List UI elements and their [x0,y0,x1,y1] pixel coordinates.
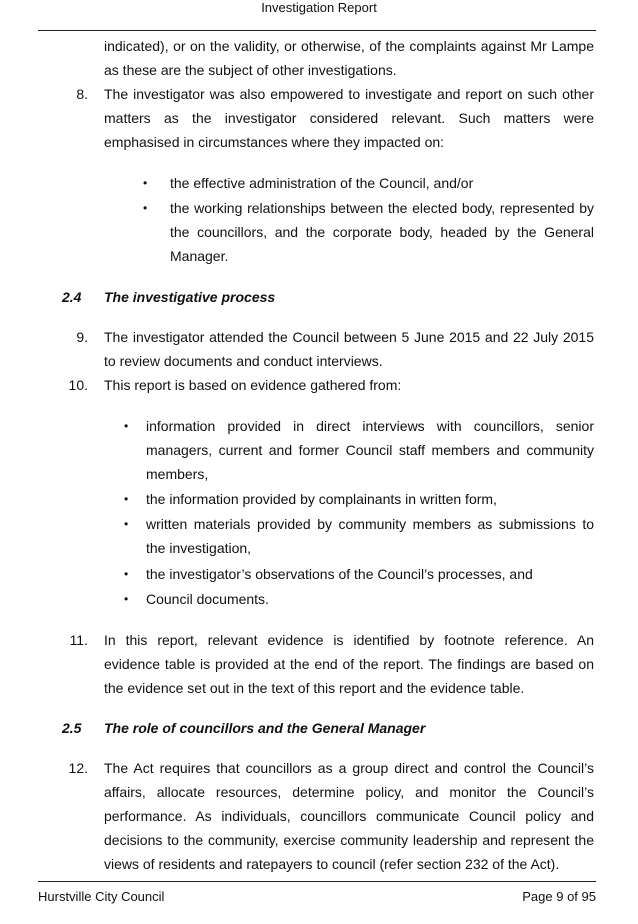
paragraph-line: emphasised in circumstances where they impacted on: [104,134,445,150]
bullet-item: the councillors, and the corporate body, headed by the General [170,224,594,240]
paragraph-line: performance. As individuals, councillors communicate Council policy and [104,808,594,824]
paragraph-line: the evidence set out in the text of this report and the evidence table. [104,680,525,696]
paragraph-line: views of residents and ratepayers to council (refer section 232 of the Act). [104,856,560,872]
paragraph-number: 8. [76,86,88,102]
bullet-item: managers, current and former Council staff members and community [146,442,594,458]
paragraph-line: The investigator attended the Council between 5 June 2015 and 22 July 2015 [104,329,594,345]
bullet-item: members, [146,466,209,482]
bullet-item: written materials provided by community members as submissions to [146,516,594,532]
bullet-item: the effective administration of the Council, and/or [170,175,474,191]
header-rule [38,30,596,31]
section-number: 2.4 [62,289,82,305]
footer-rule [38,881,596,882]
bullet-glyph: • [124,517,129,531]
bullet-item: Manager. [170,248,229,264]
paragraph-line: The investigator was also empowered to investigate and report on such other [104,86,594,102]
bullet-item: the investigation, [146,540,252,556]
bullet-glyph: • [124,419,129,433]
bullet-glyph: • [143,201,148,215]
bullet-glyph: • [124,592,129,606]
continuation-line: indicated), or on the validity, or otherwise, of the complaints against Mr Lampe [104,38,594,54]
continuation-line: as these are the subject of other investigations. [104,62,397,78]
footer-organisation: Hurstville City Council [38,889,165,904]
paragraph-line: The Act requires that councillors as a group direct and control the Council’s [104,760,594,776]
paragraph-number: 12. [68,760,88,776]
paragraph-number: 11. [69,632,88,648]
paragraph-number: 10. [68,377,88,393]
bullet-item: information provided in direct interviews with councillors, senior [146,418,594,434]
section-title: The role of councillors and the General Manager [104,720,426,736]
paragraph-number: 9. [76,329,88,345]
paragraph-line: evidence table is provided at the end of the report. The findings are based on [104,656,594,672]
paragraph-line: This report is based on evidence gathered from: [104,377,402,393]
bullet-glyph: • [124,492,129,506]
bullet-glyph: • [143,176,148,190]
page-header-title: Investigation Report [261,0,377,15]
paragraph-line: matters as the investigator considered relevant. Such matters were [104,110,594,126]
bullet-item: Council documents. [146,591,269,607]
bullet-item: the working relationships between the elected body, represented by [170,200,594,216]
bullet-item: the information provided by complainants in written form, [146,491,497,507]
section-number: 2.5 [62,720,82,736]
bullet-glyph: • [124,567,129,581]
section-title: The investigative process [104,289,276,305]
paragraph-line: to review documents and conduct interviews. [104,353,383,369]
paragraph-line: affairs, allocate resources, determine policy, and monitor the Council’s [104,784,594,800]
footer-page-number: Page 9 of 95 [522,889,596,904]
paragraph-line: decisions to the community, exercise community leadership and represent the [104,832,594,848]
bullet-item: the investigator’s observations of the Council’s processes, and [146,566,533,582]
paragraph-line: In this report, relevant evidence is identified by footnote reference. An [104,632,594,648]
